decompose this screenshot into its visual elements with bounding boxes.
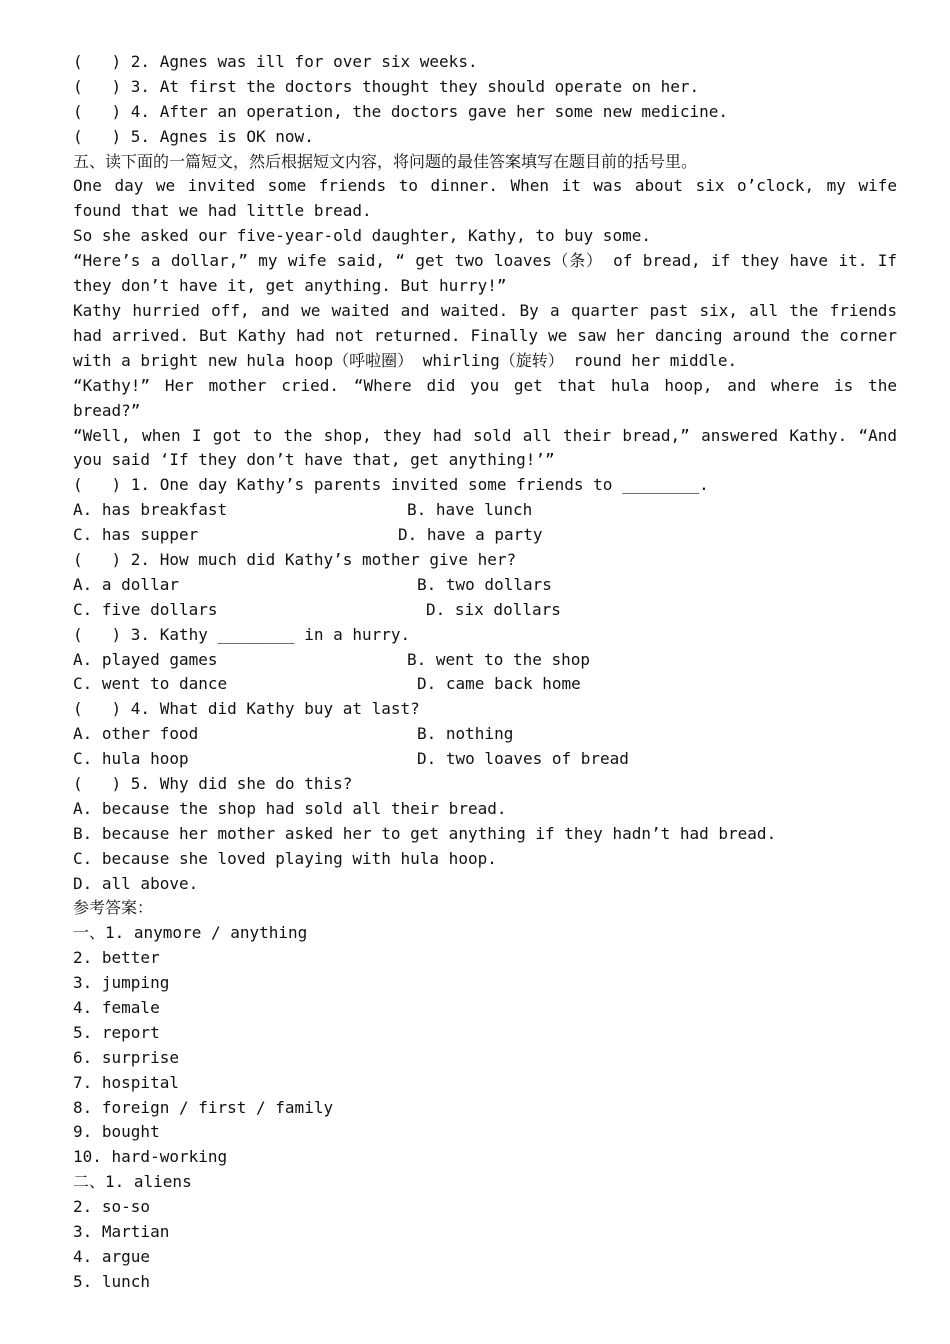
option-a: A. has breakfast (73, 500, 228, 520)
option-b: B. went to the shop (407, 649, 591, 669)
question-2-stem: ( ) 2. How much did Kathy’s mother give her? (73, 550, 517, 569)
passage-paragraph: “Kathy!” Her mother cried. “Where did you get that hula hoop, and where is the bread?” (73, 375, 897, 420)
question-4-options-row2 (73, 747, 897, 772)
worksheet-page (73, 50, 897, 1295)
answer-key-item: 5. lunch (73, 1271, 151, 1291)
option-d: D. all above. (73, 873, 199, 893)
answer-key-item: 10. hard-working (73, 1147, 228, 1167)
option-b: B. have lunch (407, 500, 533, 520)
answer-key-item: 5. report (73, 1022, 160, 1042)
option-a: A. played games (73, 649, 218, 669)
option-d: D. came back home (417, 674, 581, 694)
question-4-stem: ( ) 4. What did Kathy buy at last? (73, 699, 420, 719)
option-b: B. nothing (417, 724, 514, 744)
question-1-options-row1 (73, 498, 897, 523)
answer-key-item: 二、1. aliens (73, 1172, 192, 1192)
answer-key-item: 6. surprise (73, 1047, 179, 1067)
option-a: A. other food (73, 724, 199, 744)
tf-question-3: ( ) 3. At first the doctors thought they should operate on her. (73, 76, 700, 96)
answer-key-item: 4. argue (73, 1246, 151, 1266)
answer-key-item: 3. Martian (73, 1222, 170, 1242)
passage-paragraph: One day we invited some friends to dinner. When it was about six o’clock, my wife found that we had little bread. (73, 176, 897, 221)
option-d: D. have a party (398, 525, 543, 545)
question-1-stem: ( ) 1. One day Kathy’s parents invited some friends to ________. (73, 475, 709, 495)
option-c: C. five dollars (73, 599, 218, 619)
question-2-options-row1 (73, 573, 897, 598)
answer-key-item: 7. hospital (73, 1072, 179, 1092)
answer-key-item: 9. bought (73, 1122, 160, 1142)
option-d: D. six dollars (426, 599, 561, 619)
option-a: A. a dollar (73, 574, 179, 594)
passage-paragraph: “Well, when I got to the shop, they had sold all their bread,” answered Kathy. “And you said ‘If they don’t have that, get anything!’” (73, 425, 897, 470)
tf-question-2: ( ) 2. Agnes was ill for over six weeks. (73, 52, 478, 71)
answer-key-item: 一、1. anymore / anything (73, 923, 308, 943)
option-c: C. went to dance (73, 674, 228, 694)
question-1-options-row2 (73, 523, 897, 548)
option-c: C. hula hoop (73, 749, 189, 769)
answer-key-item: 2. better (73, 948, 160, 968)
question-3-stem: ( ) 3. Kathy ________ in a hurry. (73, 624, 411, 644)
question-5-stem: ( ) 5. Why did she do this? (73, 774, 353, 794)
answer-key-item: 8. foreign / first / family (73, 1097, 334, 1117)
option-a: A. because the shop had sold all their bread. (73, 798, 507, 818)
question-2-options-row2 (73, 598, 897, 623)
passage-paragraph: So she asked our five-year-old daughter, Kathy, to buy some. (73, 226, 651, 246)
option-d: D. two loaves of bread (417, 749, 629, 769)
tf-question-5: ( ) 5. Agnes is OK now. (73, 126, 314, 146)
answer-key-item: 2. so-so (73, 1197, 151, 1217)
question-4-options-row1 (73, 722, 897, 747)
option-b: B. two dollars (417, 574, 552, 594)
option-c: C. has supper (73, 525, 199, 545)
option-c: C. because she loved playing with hula hoop. (73, 848, 497, 868)
tf-question-4: ( ) 4. After an operation, the doctors gave her some new medicine. (73, 101, 729, 121)
question-3-options-row2 (73, 672, 897, 697)
section-five-heading: 五、读下面的一篇短文，然后根据短文内容，将问题的最佳答案填写在题目前的括号里。 (73, 151, 698, 171)
passage-paragraph: “Here’s a dollar,” my wife said, “ get two loaves（条） of bread, if they have it. If they don’t have it, get anything. But hurry!” (73, 251, 897, 296)
answer-key-item: 3. jumping (73, 973, 170, 993)
passage-paragraph: Kathy hurried off, and we waited and waited. By a quarter past six, all the friends had arrived. But Kathy had not returned. Finally we saw her dancing around the corner with a bright new hula hoop（呼啦圈） whirling（旋转） round her middle. (73, 300, 897, 370)
answer-key-heading: 参考答案： (73, 898, 154, 918)
question-3-options-row1 (73, 648, 897, 673)
option-b: B. because her mother asked her to get anything if they hadn’t had bread. (73, 823, 777, 843)
answer-key-item: 4. female (73, 998, 160, 1018)
